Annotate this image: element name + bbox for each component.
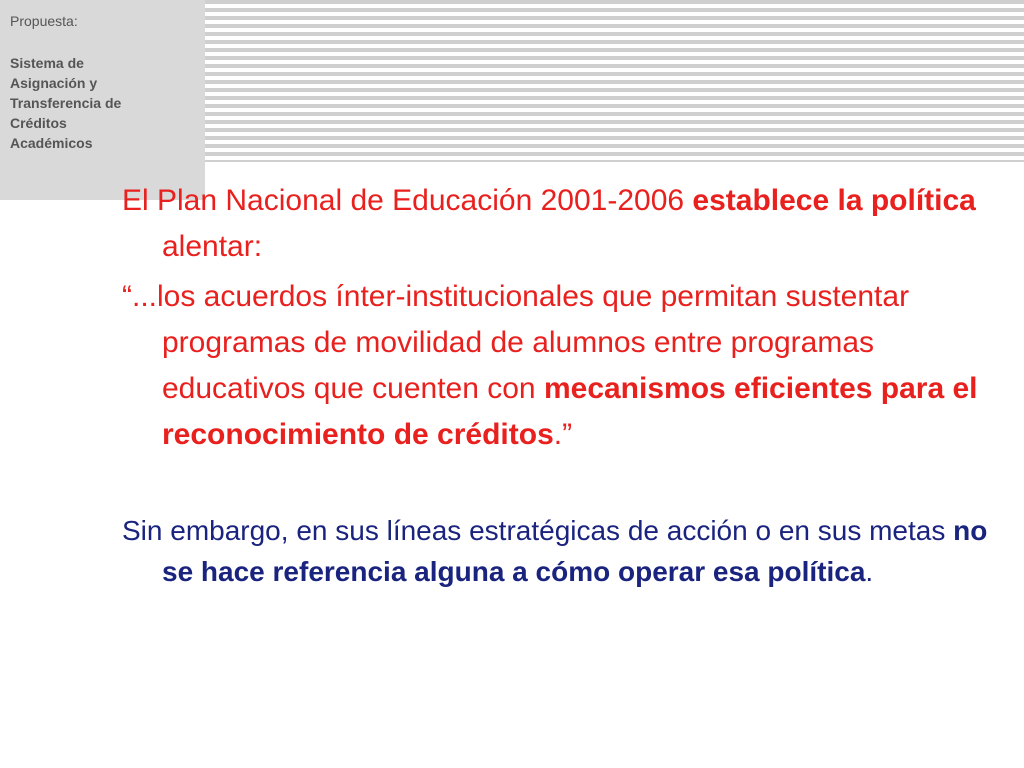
- header-stripes: [205, 0, 1024, 162]
- paragraph-quote: [122, 274, 1002, 458]
- conclusion-text: Sin embargo, en sus líneas estratégicas de acción o en sus metas: [122, 515, 954, 546]
- plan-text: El Plan Nacional de Educación 2001-2006: [122, 184, 693, 217]
- conclusion-text-end: .: [865, 556, 874, 587]
- slide-body: [122, 178, 1002, 592]
- plan-emphasis: establece la política: [692, 184, 976, 217]
- paragraph-conclusion: [122, 510, 1002, 592]
- quote-text-end: .”: [553, 418, 573, 451]
- sidebar-box: [0, 0, 205, 200]
- paragraph-plan: [122, 178, 1002, 270]
- sidebar-label: Propuesta:: [10, 13, 78, 29]
- conclusion-emphasis: no se hace referencia alguna a cómo operar esa política: [162, 515, 988, 587]
- quote-emphasis: mecanismos eficientes para el reconocimiento de créditos: [162, 372, 978, 451]
- sidebar-title: Sistema de Asignación y Transferencia de Créditos Académicos: [10, 55, 122, 151]
- plan-text-end: alentar:: [162, 230, 263, 263]
- quote-text: “...los acuerdos ínter-institucionales que permitan sustentar programas de movilidad de alumnos entre programas educativos que cuenten con: [122, 280, 910, 405]
